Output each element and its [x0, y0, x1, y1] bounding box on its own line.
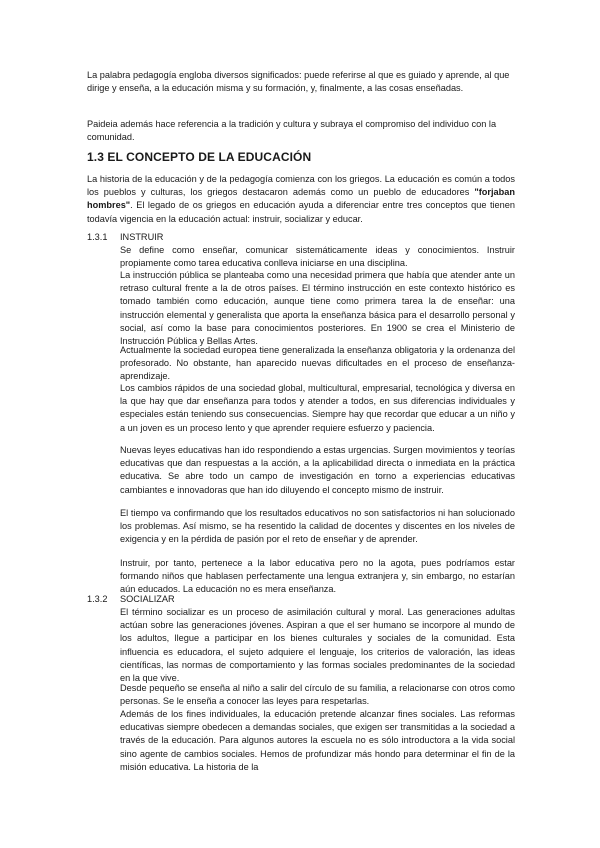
subsection-number: 1.3.1: [87, 232, 108, 242]
subsection-heading-socializar: [87, 593, 175, 606]
instruir-paragraph: El tiempo va confirmando que los resultados educativos no son satisfactorios ni han solucionado los problemas. Así mismo, se ha resentido la calidad de docentes y discentes en los niveles de exigencia y en la pérdida de pasión por el reto de enseñar y de aprender.: [120, 508, 515, 545]
subsection-title: SOCIALIZAR: [120, 594, 175, 604]
intro-paragraph-2: Paideia además hace referencia a la tradición y cultura y subraya el compromiso del individuo con la comunidad.: [87, 119, 497, 143]
subsection-title: INSTRUIR: [120, 232, 164, 242]
socializar-paragraph: El término socializar es un proceso de asimilación cultural y moral. Las generaciones adultas actúan sobre las generaciones jóvenes. Aspiran a que el ser humano se incorpore al mundo de los adultos, llegue a participar en los bienes culturales y sociales de la comunidad. Esta influencia es educadora, el sujeto adquiere el lenguaje, los criterios de valoración, las ideas científicas, las normas de comportamiento y las formas sociales predominantes de la sociedad en la que vive.: [120, 607, 515, 684]
instruir-paragraph: Nuevas leyes educativas han ido respondiendo a estas urgencias. Surgen movimientos y teorías educativas que dan respuestas a la acción, a la aplicabilidad directa o inmediata en la práctica educativa. Se abre todo un campo de investigación en torno a experiencias educativas cambiantes e innovadoras que han ido diluyendo el concepto mismo de instruir.: [120, 445, 515, 495]
section-heading: 1.3 EL CONCEPTO DE LA EDUCACIÓN: [87, 150, 312, 164]
instruir-paragraph: Instruir, por tanto, pertenece a la labor educativa pero no la agota, pues podríamos estar formando niños que hablasen perfectamente una lengua extranjera y, sin embargo, no estarían aún educados. La educación no es mera enseñanza.: [120, 558, 515, 595]
instruir-paragraph: Los cambios rápidos de una sociedad global, multicultural, empresarial, tecnológica y diversa en la que hay que dar enseñanza para todos y atender a todos, en sus diferencias individuales y especiales están teniendo sus consecuencias. Siempre hay que recordar que educar a un niño y a un joven es un proceso lento y que aprender requiere esfuerzo y paciencia.: [120, 383, 515, 433]
subsection-heading-instruir: [87, 231, 163, 244]
subsection-number: 1.3.2: [87, 594, 108, 604]
section-text-after: . El legado de os griegos en educación ayuda a diferenciar entre tres conceptos que tienen todavía vigencia en la educación actual: instruir, socializar y educar.: [87, 200, 515, 224]
instruir-paragraph: Actualmente la sociedad europea tiene generalizada la enseñanza obligatoria y la ordenanza del profesorado. No obstante, han aparecido nuevas dificultades en el proceso de enseñanza-aprendizaje.: [120, 345, 515, 382]
instruir-paragraph: La instrucción pública se planteaba como una necesidad primera que había que atender ante un retraso cultural frente a la de otros países. El término instrucción en este contexto histórico es tomado también como educación, aunque tiene como primera tarea la de enseñar: una instrucción elemental y generalista que aporta la enseñanza básica para el desarrollo personal y social, así como la base para conocimientos posteriores. En 1900 se crea el Ministerio de Instrucción Pública y Bellas Artes.: [120, 270, 515, 347]
section-text-before: La historia de la educación y de la pedagogía comienza con los griegos. La educación es común a todos los pueblos y culturas, los griegos destacaron además como un pueblo de educadores: [87, 174, 515, 198]
section-quote: "forjaban hombres": [87, 187, 515, 211]
intro-paragraph-1: La palabra pedagogía engloba diversos significados: puede referirse al que es guiado y aprende, al que dirige y enseña, a la educación misma y su formación, y, finalmente, a las cosas enseñadas.: [87, 70, 510, 94]
section-paragraph: [87, 173, 515, 226]
instruir-paragraph: Se define como enseñar, comunicar sistemáticamente ideas y conocimientos. Instruir propiamente como tarea educativa conlleva iniciarse en una disciplina.: [120, 245, 515, 269]
socializar-paragraph: Desde pequeño se enseña al niño a salir del círculo de su familia, a relacionarse con otros como personas. Se le enseña a conocer las leyes para respetarlas.: [120, 683, 515, 707]
socializar-paragraph: Además de los fines individuales, la educación pretende alcanzar fines sociales. Las reformas educativas siempre obedecen a demandas sociales, que exigen ser transmitidas a la sociedad a través de la educación. Para algunos autores la escuela no es sólo introductora a la vida social sino agente de cambios sociales. Hemos de profundizar más hondo para determinar el fin de la misión educativa. La historia de la: [120, 709, 515, 772]
